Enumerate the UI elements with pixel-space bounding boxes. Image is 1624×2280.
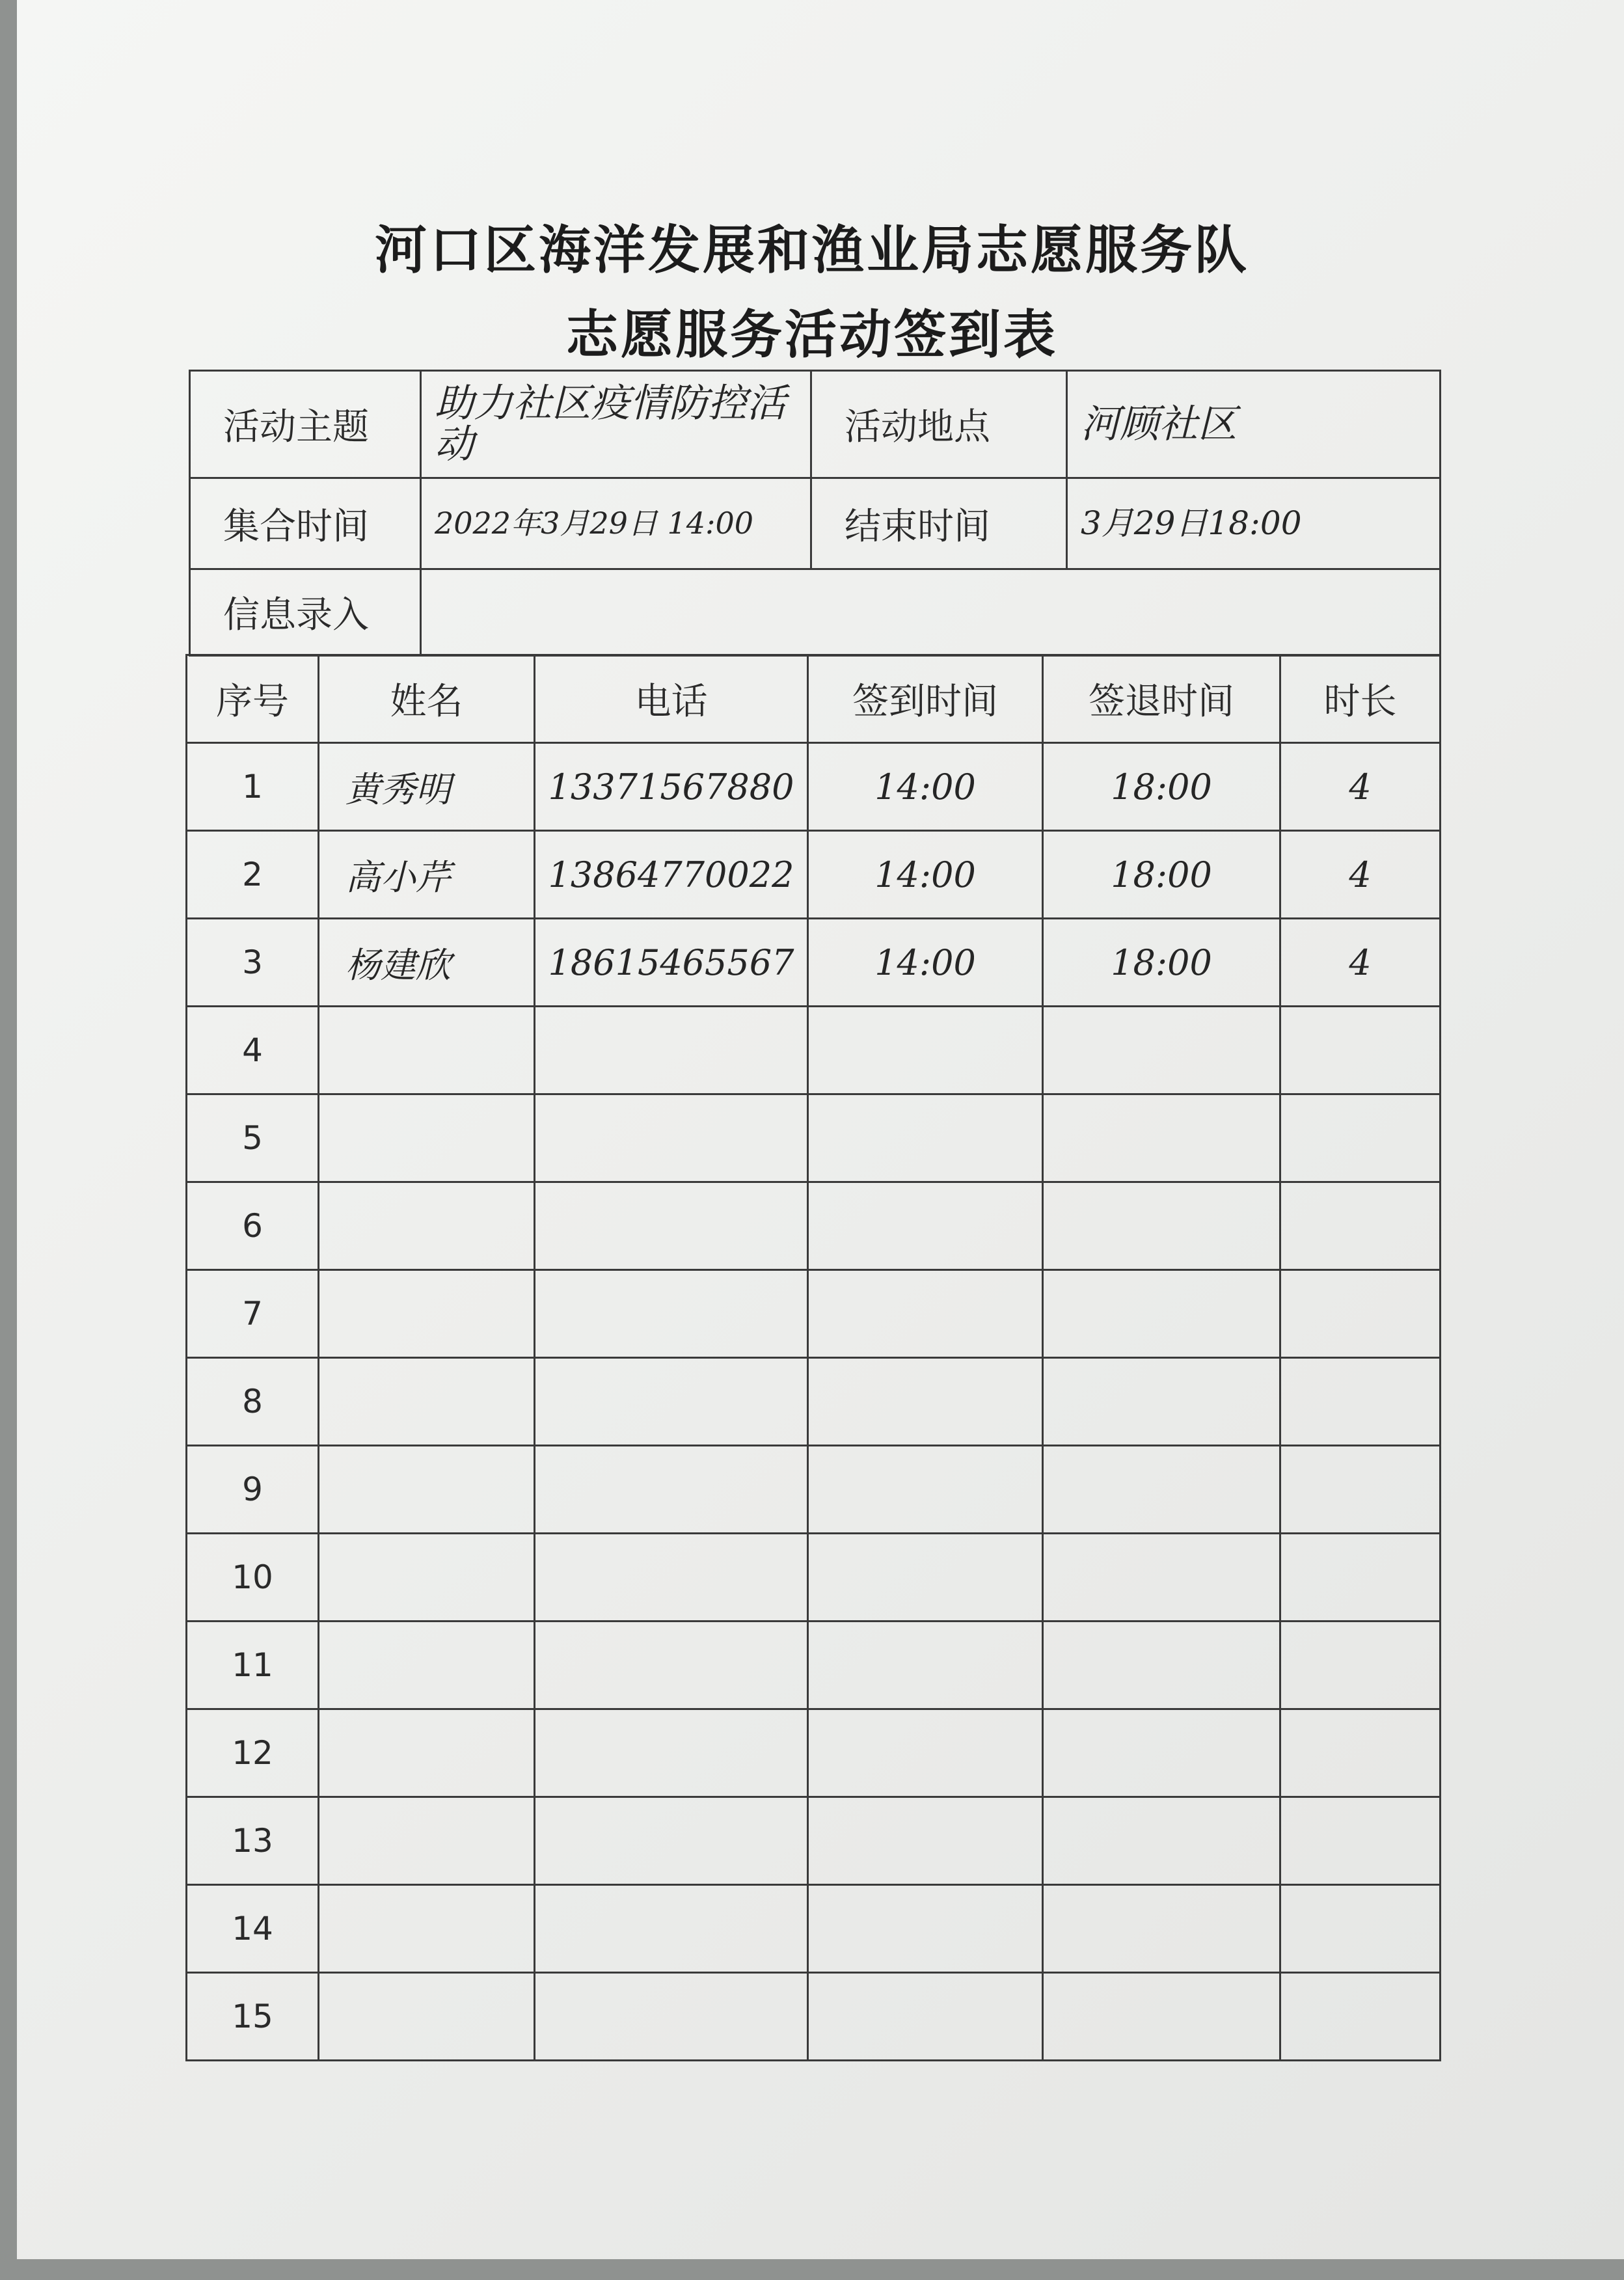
duration-cell: 4: [1280, 831, 1441, 919]
phone-cell: [535, 1622, 808, 1709]
duration-cell: 4: [1280, 919, 1441, 1007]
checkout-cell: [1043, 1094, 1280, 1182]
checkin-cell: [808, 1182, 1043, 1270]
seq-cell: 13: [187, 1797, 319, 1885]
end-time-label: 结束时间: [811, 478, 1067, 569]
checkin-cell: [808, 1094, 1043, 1182]
sign-in-header-row: [187, 655, 1441, 743]
seq-cell: 12: [187, 1709, 319, 1797]
duration-cell: [1280, 1973, 1441, 2061]
checkout-cell: [1043, 1534, 1280, 1622]
duration-cell: [1280, 1007, 1441, 1094]
entry-value: [421, 569, 1441, 656]
name-cell: [319, 1094, 535, 1182]
checkout-cell: [1043, 1446, 1280, 1534]
checkout-cell: [1043, 1007, 1280, 1094]
duration-cell: 4: [1280, 743, 1441, 831]
table-row: [187, 1709, 1441, 1797]
checkin-cell: [808, 1007, 1043, 1094]
table-row: [187, 1007, 1441, 1094]
theme-value: 助力社区疫情防控活动: [421, 371, 811, 478]
phone-cell: [535, 1885, 808, 1973]
name-cell: [319, 1007, 535, 1094]
phone-cell: [535, 1534, 808, 1622]
entry-label: 信息录入: [190, 569, 421, 656]
seq-cell: 6: [187, 1182, 319, 1270]
table-row: [187, 743, 1441, 831]
name-cell: [319, 1182, 535, 1270]
table-row: [187, 831, 1441, 919]
seq-cell: 9: [187, 1446, 319, 1534]
checkin-cell: 14:00: [808, 919, 1043, 1007]
location-label: 活动地点: [811, 371, 1067, 478]
name-cell: 高小芹: [319, 831, 535, 919]
checkin-cell: [808, 1797, 1043, 1885]
sign-in-table: [185, 654, 1441, 2061]
table-row: [187, 1534, 1441, 1622]
seq-cell: 1: [187, 743, 319, 831]
checkout-cell: [1043, 1885, 1280, 1973]
checkin-cell: [808, 1973, 1043, 2061]
duration-cell: [1280, 1709, 1441, 1797]
table-row: [187, 1094, 1441, 1182]
table-row: [187, 1885, 1441, 1973]
table-row: [187, 1182, 1441, 1270]
table-row: [187, 1622, 1441, 1709]
duration-cell: [1280, 1270, 1441, 1358]
seq-cell: 11: [187, 1622, 319, 1709]
phone-cell: [535, 1182, 808, 1270]
table-row: [187, 1358, 1441, 1446]
seq-cell: 5: [187, 1094, 319, 1182]
table-row: [187, 1270, 1441, 1358]
phone-cell: 13371567880: [535, 743, 808, 831]
table-row: [187, 1973, 1441, 2061]
checkout-cell: 18:00: [1043, 743, 1280, 831]
phone-cell: [535, 1094, 808, 1182]
duration-cell: [1280, 1885, 1441, 1973]
duration-cell: [1280, 1446, 1441, 1534]
checkin-cell: [808, 1534, 1043, 1622]
name-cell: [319, 1973, 535, 2061]
name-cell: 黄秀明: [319, 743, 535, 831]
seq-cell: 10: [187, 1534, 319, 1622]
phone-cell: [535, 1973, 808, 2061]
gather-time-value: 2022年3月29日 14:00: [421, 478, 811, 569]
header-name: 姓名: [319, 655, 535, 743]
phone-cell: [535, 1270, 808, 1358]
checkout-cell: 18:00: [1043, 919, 1280, 1007]
phone-cell: 13864770022: [535, 831, 808, 919]
location-value: 河顾社区: [1067, 371, 1441, 478]
seq-cell: 8: [187, 1358, 319, 1446]
phone-cell: [535, 1797, 808, 1885]
theme-label: 活动主题: [190, 371, 421, 478]
name-cell: [319, 1534, 535, 1622]
table-row: [187, 919, 1441, 1007]
checkin-cell: [808, 1358, 1043, 1446]
checkout-cell: [1043, 1182, 1280, 1270]
seq-cell: 14: [187, 1885, 319, 1973]
seq-cell: 7: [187, 1270, 319, 1358]
document-title: 河口区海洋发展和渔业局志愿服务队: [375, 219, 1249, 280]
seq-cell: 3: [187, 919, 319, 1007]
checkin-cell: [808, 1622, 1043, 1709]
checkin-cell: [808, 1885, 1043, 1973]
header-phone: 电话: [535, 655, 808, 743]
info-row-theme: [190, 371, 1441, 478]
checkout-cell: [1043, 1709, 1280, 1797]
checkin-cell: 14:00: [808, 831, 1043, 919]
checkout-cell: 18:00: [1043, 831, 1280, 919]
activity-info-table: [189, 370, 1441, 657]
name-cell: [319, 1358, 535, 1446]
duration-cell: [1280, 1797, 1441, 1885]
name-cell: [319, 1622, 535, 1709]
header-checkout-time: 签退时间: [1043, 655, 1280, 743]
phone-cell: [535, 1007, 808, 1094]
phone-cell: [535, 1358, 808, 1446]
gather-time-label: 集合时间: [190, 478, 421, 569]
header-duration: 时长: [1280, 655, 1441, 743]
duration-cell: [1280, 1358, 1441, 1446]
checkout-cell: [1043, 1973, 1280, 2061]
table-row: [187, 1446, 1441, 1534]
seq-cell: 4: [187, 1007, 319, 1094]
table-row: [187, 1797, 1441, 1885]
phone-cell: [535, 1709, 808, 1797]
end-time-value: 3月29日18:00: [1067, 478, 1441, 569]
phone-cell: [535, 1446, 808, 1534]
name-cell: [319, 1885, 535, 1973]
checkin-cell: [808, 1709, 1043, 1797]
info-row-time: [190, 478, 1441, 569]
duration-cell: [1280, 1622, 1441, 1709]
duration-cell: [1280, 1182, 1441, 1270]
checkin-cell: [808, 1270, 1043, 1358]
checkout-cell: [1043, 1358, 1280, 1446]
checkin-cell: 14:00: [808, 743, 1043, 831]
document-subtitle: 志愿服务活动签到表: [566, 304, 1058, 365]
checkin-cell: [808, 1446, 1043, 1534]
name-cell: [319, 1270, 535, 1358]
info-row-entry: [190, 569, 1441, 656]
header-seq: 序号: [187, 655, 319, 743]
checkout-cell: [1043, 1622, 1280, 1709]
checkout-cell: [1043, 1270, 1280, 1358]
name-cell: [319, 1446, 535, 1534]
seq-cell: 2: [187, 831, 319, 919]
name-cell: [319, 1797, 535, 1885]
name-cell: 杨建欣: [319, 919, 535, 1007]
duration-cell: [1280, 1094, 1441, 1182]
duration-cell: [1280, 1534, 1441, 1622]
phone-cell: 18615465567: [535, 919, 808, 1007]
name-cell: [319, 1709, 535, 1797]
checkout-cell: [1043, 1797, 1280, 1885]
seq-cell: 15: [187, 1973, 319, 2061]
header-checkin-time: 签到时间: [808, 655, 1043, 743]
